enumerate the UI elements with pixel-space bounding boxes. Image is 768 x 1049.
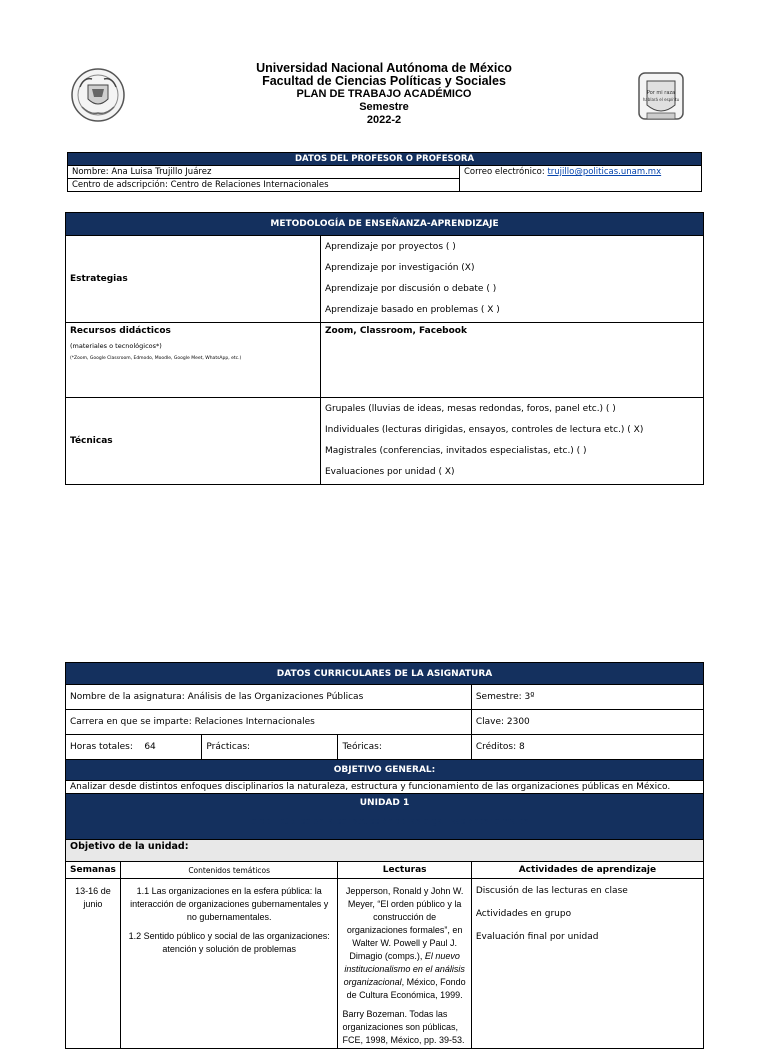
recursos-cell [66,323,321,398]
practicas-value: Prácticas: [202,735,338,760]
profesor-name: Nombre: Ana Luisa Trujillo Juárez [68,166,460,179]
curricular-title: DATOS CURRICULARES DE LA ASIGNATURA [66,663,704,685]
tecnica-item: Evaluaciones por unidad ( X) [325,467,455,477]
lectura-item: Barry Bozeman. Todas las organizaciones son públicas, FCE, 1998, México, pp. 39-53. [342,1009,465,1045]
unidad-name: El orden público en la construcción de las organizaciones formales [240,816,529,826]
curricular-table [65,662,704,1049]
horas-value: Horas totales: 64 [66,735,202,760]
document-header [200,62,568,127]
tecnicas-label: Técnicas [66,398,321,485]
objetivo-unidad: Objetivo de la unidad: [66,840,704,862]
tecnica-item: Magistrales (conferencias, invitados especialistas, etc.) ( ) [325,446,587,456]
tecnica-item: Grupales (lluvias de ideas, mesas redondas, foros, panel etc.) ( ) [325,404,616,414]
email-link[interactable]: trujillo@politicas.unam.mx [547,167,662,177]
contenidos-cell [120,879,338,1049]
fcpys-seal-icon [633,69,689,125]
clave-value: Clave: 2300 [471,710,703,735]
semestre-value: Semestre: 3º [471,685,703,710]
objetivo-general: Analizar desde distintos enfoques disciplinarios la naturaleza, estructura y funcionamiento de las organizaciones públicas en México. [66,781,704,794]
creditos-value: Créditos: 8 [471,735,703,760]
profesor-center: Centro de adscripción: Centro de Relaciones Internacionales [68,179,460,192]
period-label: Semestre [359,101,409,113]
asignatura-name: Nombre de la asignatura: Análisis de las Organizaciones Públicas [66,685,472,710]
col-contenidos: Contenidos temáticos [120,862,338,879]
semana-cell: 13-16 de junio [66,879,121,1049]
unam-seal-icon [70,67,126,123]
lectura-item [342,885,466,1002]
actividad-item: Actividades en grupo [475,909,572,919]
recursos-sub: (materiales o tecnológicos*) [70,342,162,350]
recursos-label: Recursos didácticos [70,326,171,336]
teoricas-value: Teóricas: [338,735,471,760]
estrategia-item: Aprendizaje por investigación (X) [325,263,475,273]
estrategia-item: Aprendizaje por proyectos ( ) [325,242,456,252]
lectura-text: Jepperson, Ronald y John W. Meyer, “El orden público y la construcción de organizaciones formales”, en Walter W. Powell y Paul J. Dimagio (comps.), [345,886,464,961]
lecturas-cell [338,879,471,1049]
seal-text-2: hablará el espíritu [642,97,680,102]
estrategia-item: Aprendizaje por discusión o debate ( ) [325,284,497,294]
actividad-item: Discusión de las lecturas en clase [475,886,628,896]
lectura-book-title: El nuevo institucionalismo en el análisis organizacional [343,951,465,987]
estrategias-list [321,236,704,323]
tecnicas-list [321,398,704,485]
objetivo-title: OBJETIVO GENERAL: [66,760,704,781]
university-name: Universidad Nacional Autónoma de México [256,61,512,75]
col-semanas: Semanas [66,862,121,879]
contenido-item: 1.2 Sentido público y social de las organizaciones: atención y solución de problemas [128,931,330,954]
estrategia-item: Aprendizaje basado en problemas ( X ) [325,305,500,315]
col-lecturas: Lecturas [338,862,471,879]
plan-title: PLAN DE TRABAJO ACADÉMICO [296,88,472,100]
metodologia-table [65,212,704,485]
seal-text-1: Por mi raza [646,90,676,96]
unidad-header [66,794,704,840]
tecnica-item: Individuales (lecturas dirigidas, ensayos, controles de lectura etc.) ( X) [325,425,644,435]
faculty-name: Facultad de Ciencias Políticas y Sociales [262,74,506,88]
estrategias-label: Estrategias [66,236,321,323]
lectura-text: , México, Fondo de Cultura Económica, 1999. [346,977,466,1000]
contenido-item: 1.1 Las organizaciones en la esfera pública: la interacción de organizaciones gubernamentales y no gubernamentales. [130,886,329,922]
unidad-title: UNIDAD 1 [359,798,410,808]
carrera-value: Carrera en que se imparte: Relaciones Internacionales [66,710,472,735]
profesor-email-cell [460,166,702,192]
actividad-item: Evaluación final por unidad [475,932,599,942]
actividades-cell [471,879,703,1049]
metodologia-title: METODOLOGÍA DE ENSEÑANZA-APRENDIZAJE [66,213,704,236]
email-label: Correo electrónico: [464,167,548,177]
profesor-title: DATOS DEL PROFESOR O PROFESORA [68,153,702,166]
year-label: 2022-2 [366,114,402,126]
recursos-note: (*Zoom, Google Classroom, Edmodo, Moodle, Google Meet, WhatsApp, etc.) [70,356,242,361]
recursos-value: Zoom, Classroom, Facebook [321,323,704,398]
col-actividades: Actividades de aprendizaje [471,862,703,879]
profesor-table [67,152,702,192]
